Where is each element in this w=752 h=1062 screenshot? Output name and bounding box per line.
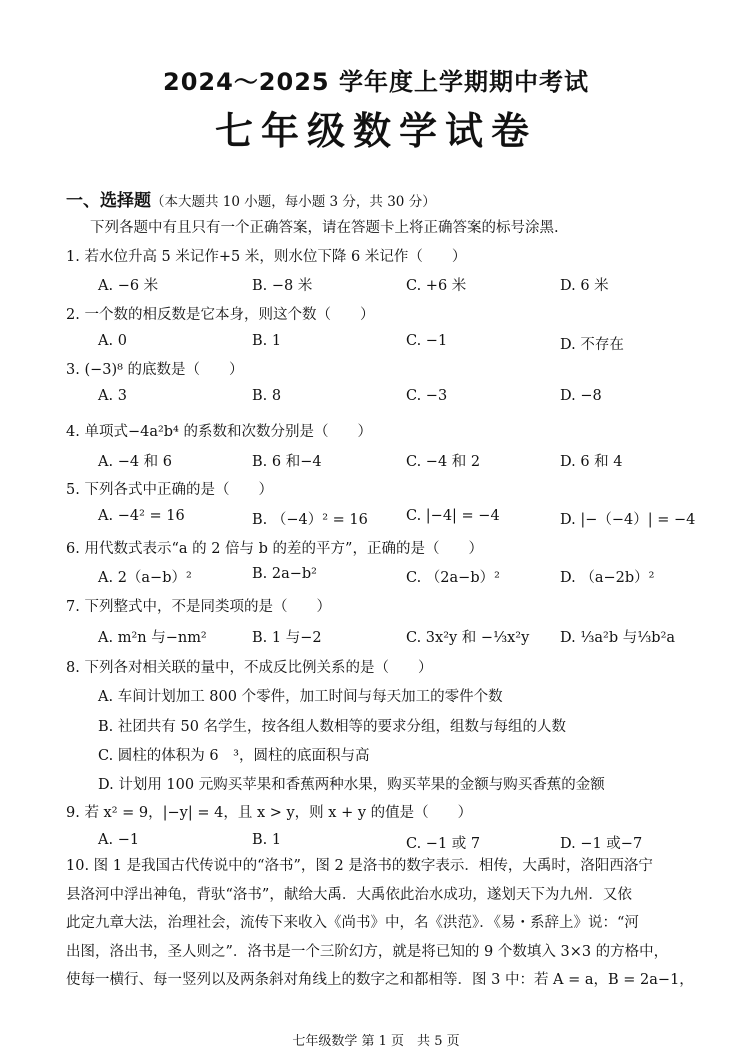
option-d: D. （a−2b）² bbox=[560, 570, 655, 586]
paper-title: 七年级数学试卷 bbox=[214, 108, 537, 153]
paragraph-line: 出图，洛出书，圣人则之”．洛书是一个三阶幻方，就是将已知的 9 个数填入 3×3 的方格中， bbox=[66, 943, 669, 960]
option-b: B. 2a−b² bbox=[252, 566, 317, 582]
option-c: C. −1 或 7 bbox=[406, 836, 481, 852]
option-a: A. 0 bbox=[98, 333, 127, 349]
option-c: C. （2a−b）² bbox=[406, 570, 500, 586]
question-options bbox=[98, 832, 718, 852]
exam-title: 2024～2025 学年度上学期期中考试 bbox=[163, 68, 589, 96]
option-b: B. 1 bbox=[252, 832, 282, 848]
question-10-text bbox=[66, 852, 694, 995]
section-note: （本大题共 10 小题，每小题 3 分，共 30 分） bbox=[151, 194, 436, 210]
option-d: D. 6 和 4 bbox=[560, 454, 623, 470]
paragraph-line: 10. 图 1 是我国古代传说中的“洛书”，图 2 是洛书的数字表示．相传，大禹时，洛阳西洛宁 bbox=[66, 858, 653, 874]
question-stem: 2. 一个数的相反数是它本身，则这个数（ ） bbox=[66, 307, 375, 323]
option-a: A. −4² = 16 bbox=[98, 508, 185, 524]
question-options bbox=[98, 388, 718, 408]
option-d: D. 计划用 100 元购买苹果和香蕉两种水果，购买苹果的金额与购买香蕉的金额 bbox=[98, 777, 605, 793]
paragraph-line: 使每一横行、每一竖列以及两条斜对角线上的数字之和都相等．图 3 中：若 A = a，B = 2a−1， bbox=[66, 972, 694, 988]
question-stem: 6. 用代数式表示“a 的 2 倍与 b 的差的平方”，正确的是（ ） bbox=[66, 541, 483, 557]
question-options bbox=[98, 333, 718, 353]
question-stem: 8. 下列各对相关联的量中，不成反比例关系的是（ ） bbox=[66, 660, 433, 676]
option-c: C. −3 bbox=[406, 388, 448, 404]
option-c: C. −1 bbox=[406, 333, 448, 349]
section-title: 一、选择题 bbox=[66, 191, 151, 211]
option-d: D. 不存在 bbox=[560, 337, 624, 353]
question-stem: 4. 单项式−4a²b⁴ 的系数和次数分别是（ ） bbox=[66, 424, 372, 440]
option-b: B. 1 与−2 bbox=[252, 630, 322, 646]
option-d: D. ⅓a²b 与⅓b²a bbox=[560, 630, 676, 646]
option-c: C. −4 和 2 bbox=[406, 454, 481, 470]
option-b: B. 社团共有 50 名学生，按各组人数相等的要求分组，组数与每组的人数 bbox=[98, 719, 567, 735]
option-c: C. +6 米 bbox=[406, 278, 467, 294]
option-b: B. （−4）² = 16 bbox=[252, 512, 368, 528]
question-stem: 9. 若 x² = 9，|−y| = 4，且 x > y，则 x + y 的值是（ ） bbox=[66, 805, 473, 821]
question-options bbox=[98, 508, 718, 528]
option-b: B. 1 bbox=[252, 333, 282, 349]
question-stem: 7. 下列整式中，不是同类项的是（ ） bbox=[66, 599, 331, 615]
question-stem: 5. 下列各式中正确的是（ ） bbox=[66, 482, 273, 498]
option-c: C. 圆柱的体积为 6 ³，圆柱的底面积与高 bbox=[98, 748, 370, 764]
option-a: A. −6 米 bbox=[98, 278, 159, 294]
option-a: A. 车间计划加工 800 个零件，加工时间与每天加工的零件个数 bbox=[98, 689, 503, 705]
option-a: A. m²n 与−nm² bbox=[98, 630, 207, 646]
question-options bbox=[98, 450, 718, 470]
question-stem: 1. 若水位升高 5 米记作+5 米，则水位下降 6 米记作（ ） bbox=[66, 249, 467, 265]
option-b: B. −8 米 bbox=[252, 278, 313, 294]
option-c: C. 3x²y 和 −⅓x²y bbox=[406, 630, 530, 646]
option-a: A. −1 bbox=[98, 832, 140, 848]
option-c: C. |−4| = −4 bbox=[406, 508, 500, 524]
page-footer: 七年级数学 第 1 页 共 5 页 bbox=[292, 1034, 460, 1049]
option-a: A. 2（a−b）² bbox=[98, 570, 192, 586]
option-b: B. 6 和−4 bbox=[252, 454, 322, 470]
section-heading bbox=[66, 186, 436, 211]
option-a: A. 3 bbox=[98, 388, 127, 404]
paragraph-line: 县洛河中浮出神龟，背驮“洛书”，献给大禹．大禹依此治水成功，遂划天下为九州．又依 bbox=[66, 886, 632, 903]
option-a: A. −4 和 6 bbox=[98, 454, 173, 470]
question-stem: 3. (−3)⁸ 的底数是（ ） bbox=[66, 362, 244, 378]
question-options bbox=[98, 566, 718, 586]
option-d: D. 6 米 bbox=[560, 278, 609, 294]
question-options bbox=[98, 626, 718, 646]
section-instruction: 下列各题中有且只有一个正确答案，请在答题卡上将正确答案的标号涂黑. bbox=[90, 220, 559, 236]
option-d: D. −1 或−7 bbox=[560, 836, 643, 852]
option-b: B. 8 bbox=[252, 388, 282, 404]
option-d: D. |−（−4）| = −4 bbox=[560, 512, 696, 528]
option-d: D. −8 bbox=[560, 388, 602, 404]
question-options bbox=[98, 274, 718, 294]
paragraph-line: 此定九章大法，治理社会，流传下来收入《尚书》中，名《洪范》．《易・系辞上》说：“河 bbox=[66, 915, 639, 931]
